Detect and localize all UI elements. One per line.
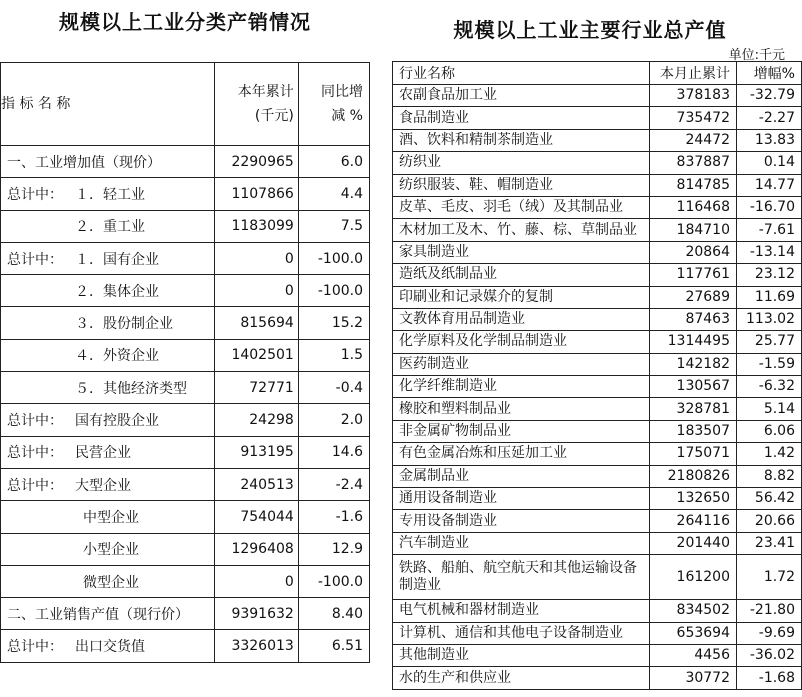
row-label: 国有控股企业 [75,413,159,430]
growth-cell: 8.82 [737,465,802,487]
growth-cell: 0.14 [737,152,802,174]
table-row [1,468,370,500]
yoy-change-cell: -100.0 [298,242,369,274]
month-ytd-cell: 24472 [650,129,737,151]
ytd-value-cell: 1107866 [214,178,298,210]
month-ytd-cell: 837887 [650,152,737,174]
industry-name-cell: 汽车制造业 [393,532,650,554]
row-label: 大型企业 [75,477,131,494]
right-table-body [393,85,802,690]
left-header-row [1,63,370,146]
ytd-value-cell: 754044 [214,501,298,533]
indicator-name-cell [1,630,215,662]
indicator-name-cell [1,307,215,339]
indicator-name-cell [1,501,215,533]
table-row [393,107,802,129]
month-ytd-cell: 328781 [650,398,737,420]
table-row [393,600,802,622]
industry-name-cell: 专用设备制造业 [393,510,650,532]
industry-name-cell: 其他制造业 [393,644,650,666]
header-industry-name: 行业名称 [393,62,650,85]
row-label: 微型企业 [83,574,139,591]
growth-cell: -36.02 [737,644,802,666]
industry-classification-table [0,62,370,663]
table-row [1,501,370,533]
indicator-name-cell [1,598,215,630]
table-row [1,372,370,404]
growth-cell: 11.69 [737,286,802,308]
yoy-change-cell: 14.6 [298,436,369,468]
industry-name-cell: 化学纤维制造业 [393,376,650,398]
header-ytd-line1: 本年累计 [237,84,294,100]
right-table-title: 规模以上工业主要行业总产值 [453,18,727,42]
industry-name-cell: 橡胶和塑料制品业 [393,398,650,420]
left-table-body [1,146,370,663]
indicator-name-cell [1,146,215,178]
table-row [393,308,802,330]
table-row [393,219,802,241]
header-indicator-name: 指 标 名 称 [1,63,215,146]
indicator-name-cell [1,275,215,307]
month-ytd-cell: 378183 [650,85,737,107]
growth-cell: 1.72 [737,555,802,600]
table-row [1,146,370,178]
yoy-change-cell: 1.5 [298,339,369,371]
month-ytd-cell: 4456 [650,644,737,666]
row-prefix: 总计中： [7,445,63,462]
table-row [393,622,802,644]
ytd-value-cell: 240513 [214,468,298,500]
table-row [393,420,802,442]
growth-cell: 113.02 [737,308,802,330]
row-label: 中型企业 [83,509,139,526]
table-row [393,85,802,107]
industry-name-cell: 木材加工及木、竹、藤、棕、草制品业 [393,219,650,241]
table-row [1,178,370,210]
ytd-value-cell: 24298 [214,404,298,436]
table-row [393,174,802,196]
header-yoy-change [298,63,369,146]
growth-cell: 6.06 [737,420,802,442]
indicator-name-cell [1,210,215,242]
indicator-name-cell [1,468,215,500]
table-row [1,404,370,436]
industry-name-cell: 造纸及纸制品业 [393,264,650,286]
table-row [393,510,802,532]
month-ytd-cell: 142182 [650,353,737,375]
row-label: 民营企业 [75,445,131,462]
month-ytd-cell: 653694 [650,622,737,644]
table-row [393,488,802,510]
indicator-name-cell [1,565,215,597]
row-prefix: 总计中： [7,477,63,494]
growth-cell: -16.70 [737,196,802,218]
industry-name-cell: 皮革、毛皮、羽毛（绒）及其制品业 [393,196,650,218]
industry-name-cell: 食品制造业 [393,107,650,129]
growth-cell: 5.14 [737,398,802,420]
row-label: ４．外资企业 [75,348,159,365]
growth-cell: -1.68 [737,667,802,689]
table-row [393,644,802,666]
yoy-change-cell: -2.4 [298,468,369,500]
row-label: １．国有企业 [75,251,159,268]
indicator-name-cell [1,339,215,371]
growth-cell: 1.42 [737,443,802,465]
industry-name-cell: 有色金属冶炼和压延加工业 [393,443,650,465]
growth-cell: 56.42 [737,488,802,510]
growth-cell: 20.66 [737,510,802,532]
yoy-change-cell: -0.4 [298,372,369,404]
table-row [1,436,370,468]
table-row [1,210,370,242]
growth-cell: 25.77 [737,331,802,353]
growth-cell: -7.61 [737,219,802,241]
indicator-name-cell [1,372,215,404]
yoy-change-cell: 6.51 [298,630,369,662]
row-label: ３．股份制企业 [75,316,173,333]
row-prefix: 总计中： [7,413,63,430]
growth-cell: -21.80 [737,600,802,622]
table-row [1,242,370,274]
table-row [393,465,802,487]
ytd-value-cell: 0 [214,275,298,307]
industry-name-cell: 酒、饮料和精制茶制造业 [393,129,650,151]
month-ytd-cell: 834502 [650,600,737,622]
table-row [393,398,802,420]
month-ytd-cell: 201440 [650,532,737,554]
row-label: ２．重工业 [75,219,145,236]
industry-name-cell: 化学原料及化学制品制造业 [393,331,650,353]
table-row [393,376,802,398]
table-row [393,555,802,600]
industry-output-table [392,61,802,690]
ytd-value-cell: 0 [214,565,298,597]
table-row [1,275,370,307]
industry-name-cell: 水的生产和供应业 [393,667,650,689]
month-ytd-cell: 184710 [650,219,737,241]
row-prefix: 二、工业销售产值（现行价） [7,606,189,623]
ytd-value-cell: 0 [214,242,298,274]
indicator-name-cell [1,404,215,436]
right-table-unit: 单位:千元 [728,48,785,63]
ytd-value-cell: 3326013 [214,630,298,662]
month-ytd-cell: 132650 [650,488,737,510]
header-ytd-value [214,63,298,146]
industry-name-cell: 纺织业 [393,152,650,174]
row-label: ２．集体企业 [75,283,159,300]
table-row [393,196,802,218]
table-row [1,565,370,597]
month-ytd-cell: 183507 [650,420,737,442]
yoy-change-cell: 2.0 [298,404,369,436]
table-row [393,152,802,174]
row-prefix: 总计中： [7,639,63,656]
yoy-change-cell: 12.9 [298,533,369,565]
industry-name-cell: 家具制造业 [393,241,650,263]
growth-cell: -32.79 [737,85,802,107]
ytd-value-cell: 1296408 [214,533,298,565]
ytd-value-cell: 1402501 [214,339,298,371]
yoy-change-cell: 4.4 [298,178,369,210]
month-ytd-cell: 735472 [650,107,737,129]
month-ytd-cell: 116468 [650,196,737,218]
month-ytd-cell: 1314495 [650,331,737,353]
header-growth: 增幅% [737,62,802,85]
industry-name-cell: 非金属矿物制品业 [393,420,650,442]
month-ytd-cell: 130567 [650,376,737,398]
indicator-name-cell [1,533,215,565]
industry-name-cell: 医药制造业 [393,353,650,375]
industry-name-cell: 农副食品加工业 [393,85,650,107]
month-ytd-cell: 264116 [650,510,737,532]
ytd-value-cell: 9391632 [214,598,298,630]
industry-name-cell: 金属制品业 [393,465,650,487]
industry-name-cell: 计算机、通信和其他电子设备制造业 [393,622,650,644]
table-row [393,532,802,554]
industry-name-cell: 通用设备制造业 [393,488,650,510]
growth-cell: -9.69 [737,622,802,644]
row-prefix: 总计中： [7,251,63,268]
indicator-name-cell [1,242,215,274]
header-month-ytd: 本月止累计 [650,62,737,85]
growth-cell: -2.27 [737,107,802,129]
table-row [1,598,370,630]
month-ytd-cell: 30772 [650,667,737,689]
table-row [393,241,802,263]
right-header-row [393,62,802,85]
month-ytd-cell: 2180826 [650,465,737,487]
ytd-value-cell: 913195 [214,436,298,468]
row-label: 小型企业 [83,542,139,559]
industry-name-cell: 印刷业和记录媒介的复制 [393,286,650,308]
ytd-value-cell: 72771 [214,372,298,404]
growth-cell: -1.59 [737,353,802,375]
month-ytd-cell: 161200 [650,555,737,600]
industry-name-cell: 纺织服装、鞋、帽制造业 [393,174,650,196]
header-yoy-line1: 同比增 [321,84,363,100]
header-yoy-line2: 减 % [331,108,363,124]
growth-cell: -6.32 [737,376,802,398]
industry-name-cell: 铁路、船舶、航空航天和其他运输设备制造业 [393,555,650,600]
table-row [1,307,370,339]
table-row [393,667,802,689]
table-row [393,129,802,151]
yoy-change-cell: -100.0 [298,275,369,307]
table-row [393,443,802,465]
row-label: ５．其他经济类型 [75,380,187,397]
yoy-change-cell: 6.0 [298,146,369,178]
indicator-name-cell [1,436,215,468]
table-row [393,286,802,308]
row-label: １．轻工业 [75,186,145,203]
ytd-value-cell: 815694 [214,307,298,339]
month-ytd-cell: 814785 [650,174,737,196]
table-row [393,353,802,375]
row-prefix: 一、工业增加值（现价） [7,154,161,171]
table-row [393,331,802,353]
month-ytd-cell: 20864 [650,241,737,263]
table-row [393,264,802,286]
industry-name-cell: 文教体育用品制造业 [393,308,650,330]
month-ytd-cell: 27689 [650,286,737,308]
growth-cell: -13.14 [737,241,802,263]
header-ytd-line2: (千元) [254,108,294,124]
yoy-change-cell: 8.40 [298,598,369,630]
yoy-change-cell: 15.2 [298,307,369,339]
table-row [1,339,370,371]
row-label: 出口交货值 [75,639,145,656]
growth-cell: 23.41 [737,532,802,554]
table-row [1,630,370,662]
left-table-title: 规模以上工业分类产销情况 [59,10,311,34]
growth-cell: 14.77 [737,174,802,196]
industry-name-cell: 电气机械和器材制造业 [393,600,650,622]
ytd-value-cell: 2290965 [214,146,298,178]
month-ytd-cell: 87463 [650,308,737,330]
yoy-change-cell: -100.0 [298,565,369,597]
month-ytd-cell: 117761 [650,264,737,286]
yoy-change-cell: -1.6 [298,501,369,533]
growth-cell: 13.83 [737,129,802,151]
indicator-name-cell [1,178,215,210]
table-row [1,533,370,565]
month-ytd-cell: 175071 [650,443,737,465]
ytd-value-cell: 1183099 [214,210,298,242]
growth-cell: 23.12 [737,264,802,286]
row-prefix: 总计中： [7,186,63,203]
yoy-change-cell: 7.5 [298,210,369,242]
